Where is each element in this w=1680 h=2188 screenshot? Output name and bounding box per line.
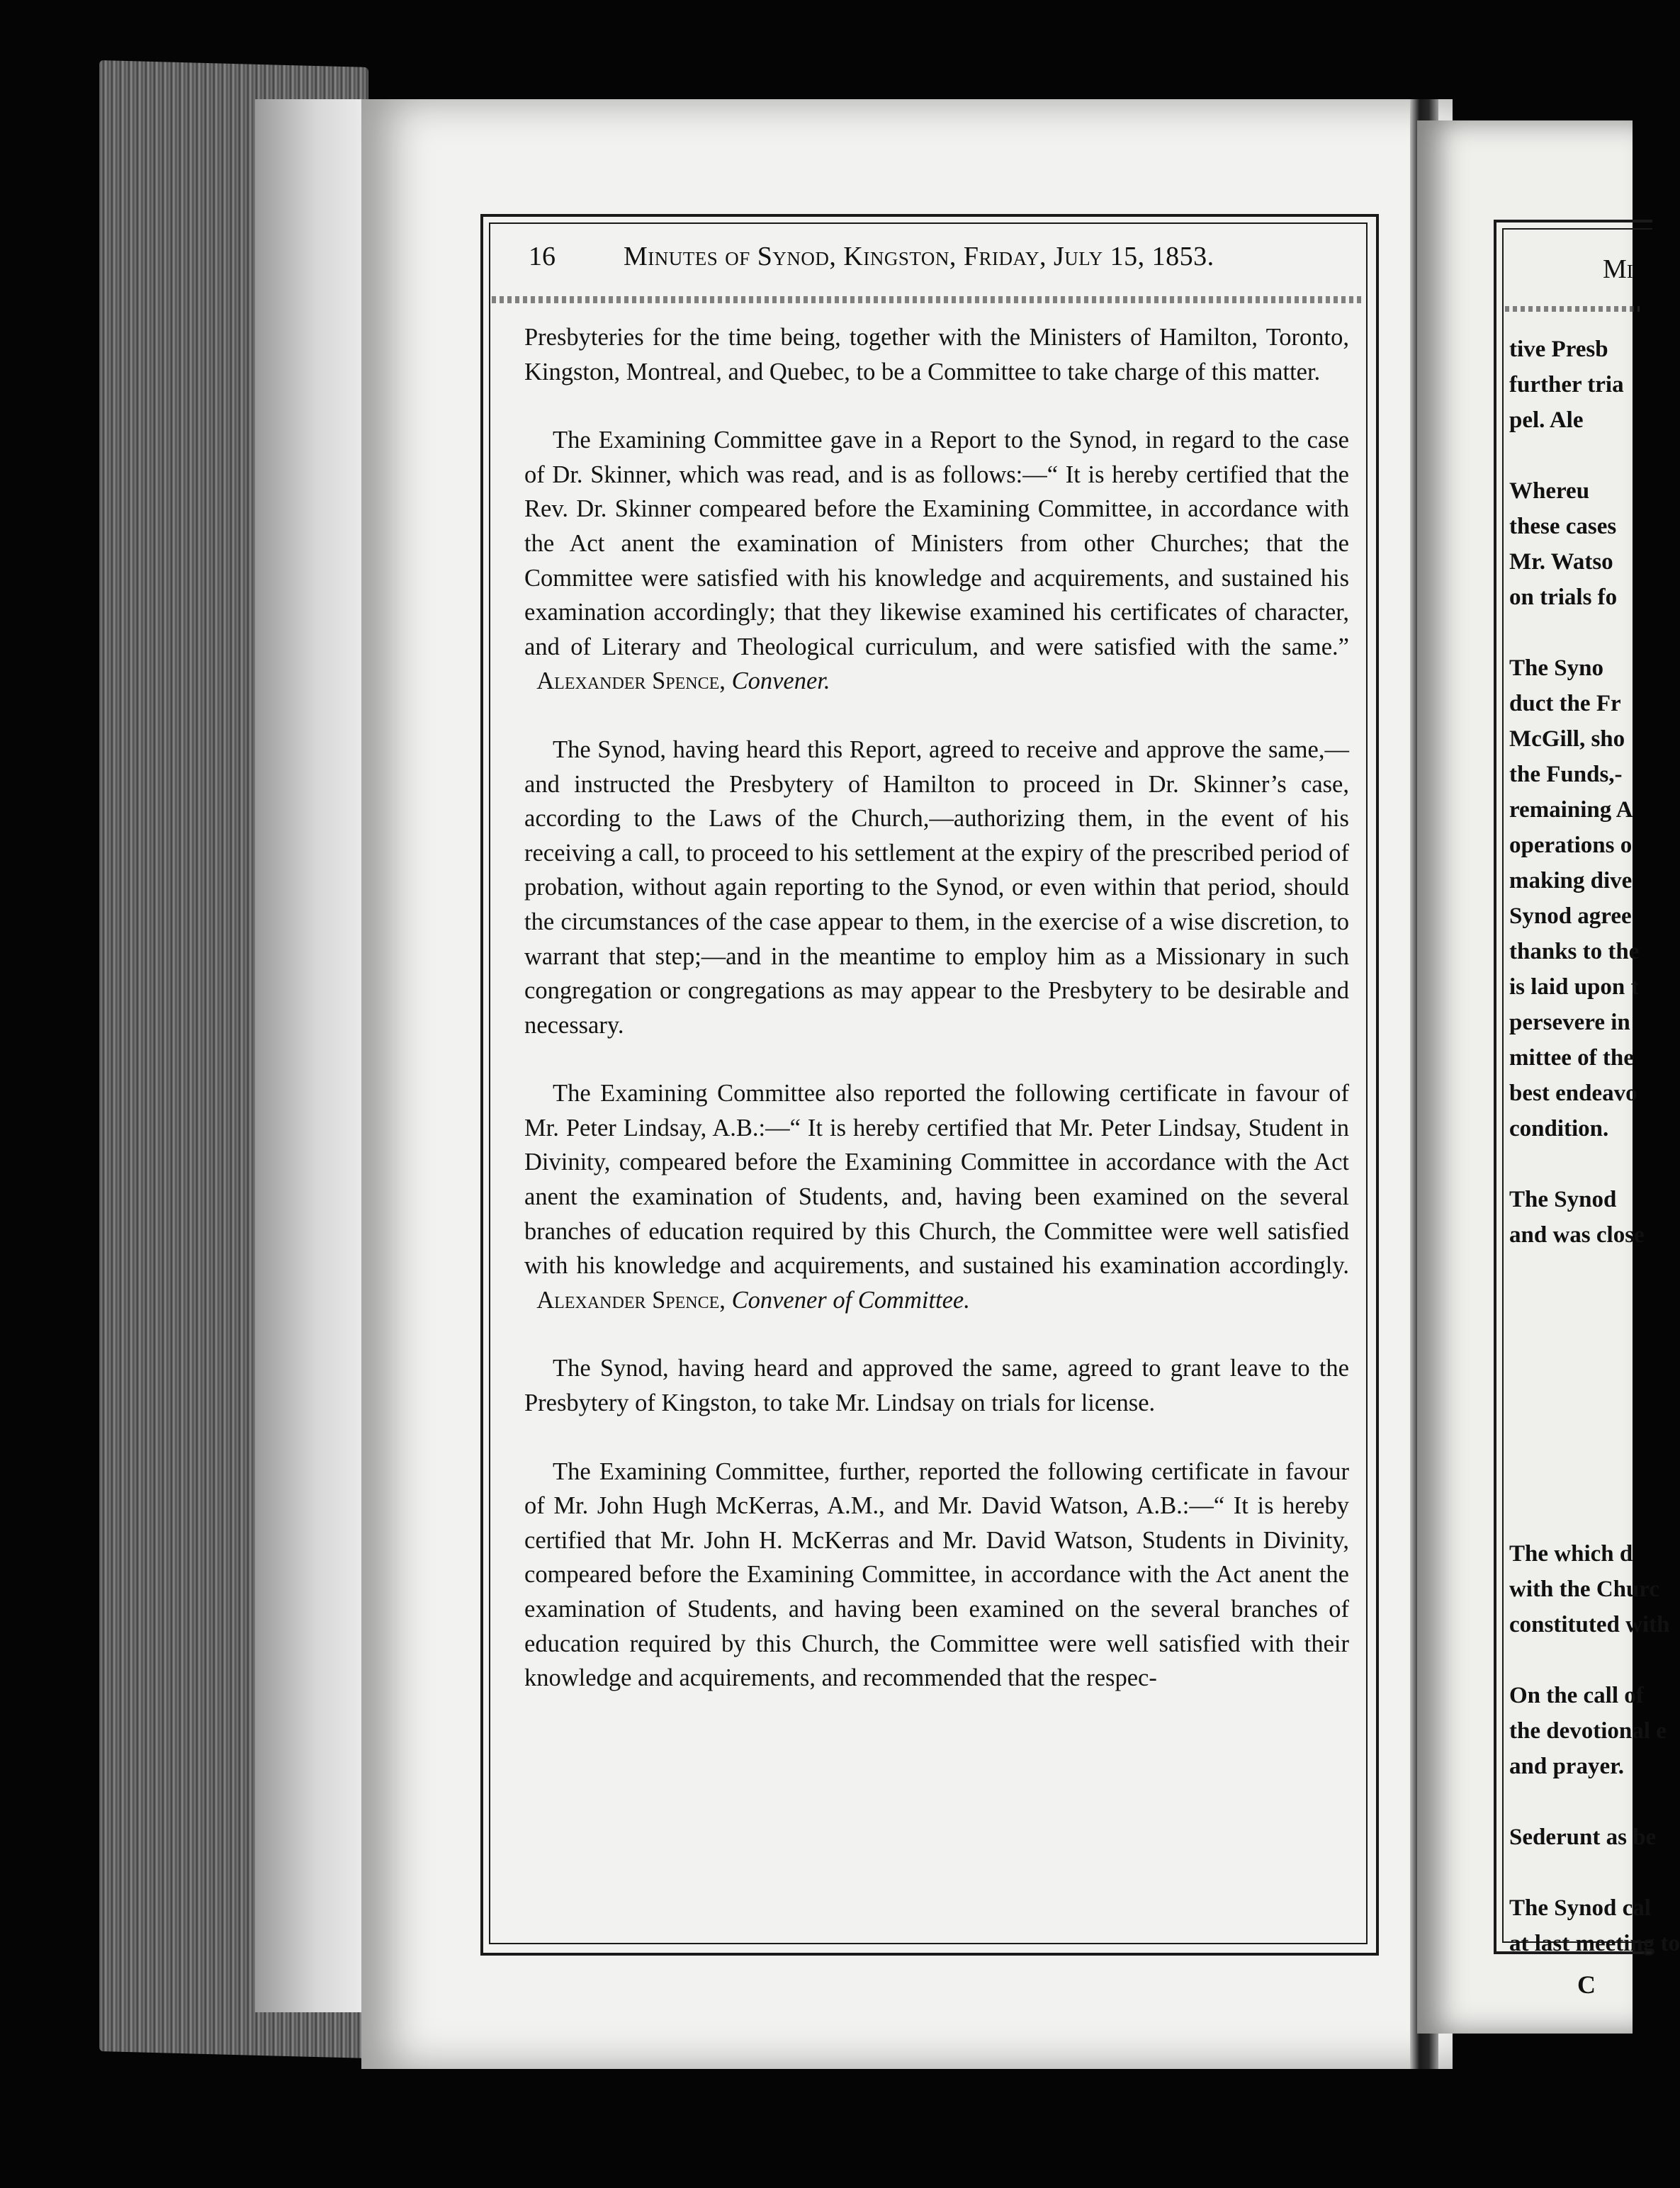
right-page-line: On the call of	[1509, 1683, 1644, 1708]
right-page-line: The Synod	[1509, 1187, 1617, 1212]
right-page-line: at last meeting to	[1509, 1931, 1680, 1956]
signature-role: Convener of Committee.	[731, 1286, 970, 1314]
paragraph-5: The Synod, having heard and approved the same, agreed to grant leave to the Presbytery of Kingston, to take Mr. Lindsay on trials for license.	[524, 1355, 1349, 1417]
right-page-line: The which d	[1509, 1541, 1633, 1567]
right-page-line: remaining A	[1509, 797, 1633, 823]
right-page-line: the Funds,-	[1509, 762, 1623, 787]
page-body	[524, 320, 1349, 1730]
right-page-line: further tria	[1509, 372, 1624, 397]
page-header	[524, 241, 1339, 283]
right-page-line: The Synod cal	[1509, 1895, 1651, 1921]
right-page-line: and prayer.	[1509, 1754, 1624, 1779]
running-title: Minutes of Synod, Kingston, Friday, July 15, 1853.	[624, 242, 1214, 271]
right-page-line: with the Churc	[1509, 1577, 1660, 1602]
paragraph-3: The Synod, having heard this Report, agreed to receive and approve the same,—and instructed the Presbytery of Hamilton to proceed in Dr. Skinner’s case, according to the Laws of the Church,—authorizing them, in the event of his receiving a call, to proceed to his settlement at the expiry of the prescribed period of probation, without again reporting to the Synod, or even within that period, should the circumstances of the case appear to them, in the exercise of a wise discretion, to warrant that step;—and in the meantime to employ him as a Missionary in such congregation or congregations as may appear to the Presbytery to be desirable and necessary.	[524, 735, 1349, 1039]
right-page-line: The Syno	[1509, 655, 1603, 681]
paragraph-6: The Examining Committee, further, reported the following certificate in favour of Mr. John Hugh McKerras, A.M., and Mr. David Watson, A.B.:—“ It is hereby certified that Mr. John H. McKerras and Mr. David Watson, Students in Divinity, compeared before the Examining Committee, in accordance with the Act anent the examination of Students, and having been examined on the several branches of education required by this Church, the Committee were well satisfied with their knowledge and acquirements, and recommended that the respec-	[524, 1457, 1349, 1692]
header-rule	[492, 296, 1363, 303]
right-page-line: Sederunt as be	[1509, 1825, 1657, 1850]
right-page-line: the devotional e	[1509, 1718, 1667, 1744]
right-page-line: McGill, sho	[1509, 726, 1625, 752]
page-number: 16	[529, 242, 556, 271]
right-page-line: Mr. Watso	[1509, 549, 1613, 575]
right-page-line: persevere in	[1509, 1010, 1630, 1035]
right-page-line: on trials fo	[1509, 585, 1618, 610]
signature: Alexander Spence,	[536, 667, 726, 695]
paragraph-4: The Examining Committee also reported the following certificate in favour of Mr. Peter Lindsay, A.B.:—“ It is hereby certified that Mr. Peter Lindsay, Student in Divinity, compeared before the Examining Committee in accordance with the Act anent the examination of Students, and, having been examined on the several branches of education required by this Church, the Committee were well satisfied with his knowledge and acquirements, and sustained his examination accordingly. Alexander Spence, Convener of Committee.	[524, 1080, 1349, 1314]
right-page-line: thanks to the	[1509, 939, 1640, 964]
right-page-line: making dive	[1509, 868, 1633, 893]
right-page-line: tive Presb	[1509, 337, 1608, 362]
right-running-title: Mi	[1603, 254, 1633, 284]
right-page-line: is laid upon t	[1509, 974, 1639, 1000]
right-page-line: and was close	[1509, 1222, 1645, 1248]
right-page-line: Whereu	[1509, 478, 1590, 504]
right-page-line: Synod agree	[1509, 903, 1632, 929]
right-page-line: condition.	[1509, 1116, 1609, 1141]
right-page-body	[1509, 0, 1680, 2188]
right-page-line: operations o	[1509, 833, 1633, 858]
signature: Alexander Spence,	[536, 1286, 726, 1314]
paragraph-1: Presbyteries for the time being, together with the Ministers of Hamilton, Toronto, Kingston, Montreal, and Quebec, to be a Committee to take charge of this matter.	[524, 324, 1349, 385]
right-page-line: constituted with	[1509, 1612, 1670, 1637]
book-page-edges	[255, 99, 376, 2012]
right-page-line: mittee of the	[1509, 1045, 1634, 1071]
right-page-line: pel. Ale	[1509, 407, 1584, 433]
signature-mark: C	[1577, 1970, 1596, 1999]
right-page-line: these cases	[1509, 514, 1617, 539]
paragraph-2: The Examining Committee gave in a Report to the Synod, in regard to the case of Dr. Skinner, which was read, and is as follows:—“ It is hereby certified that the Rev. Dr. Skinner compeared before the Examining Committee, in accordance with the Act anent the examination of Ministers from other Churches; that the Committee were satisfied with his knowledge and acquirements, and sustained his examination accordingly; that they likewise examined his certificates of character, and of Literary and Theological curriculum, and were satisfied with the same.” Alexander Spence, Convener.	[524, 427, 1349, 695]
signature-role: Convener.	[731, 667, 830, 695]
right-page-line: duct the Fr	[1509, 691, 1621, 716]
right-page-line: best endeavo	[1509, 1081, 1637, 1106]
